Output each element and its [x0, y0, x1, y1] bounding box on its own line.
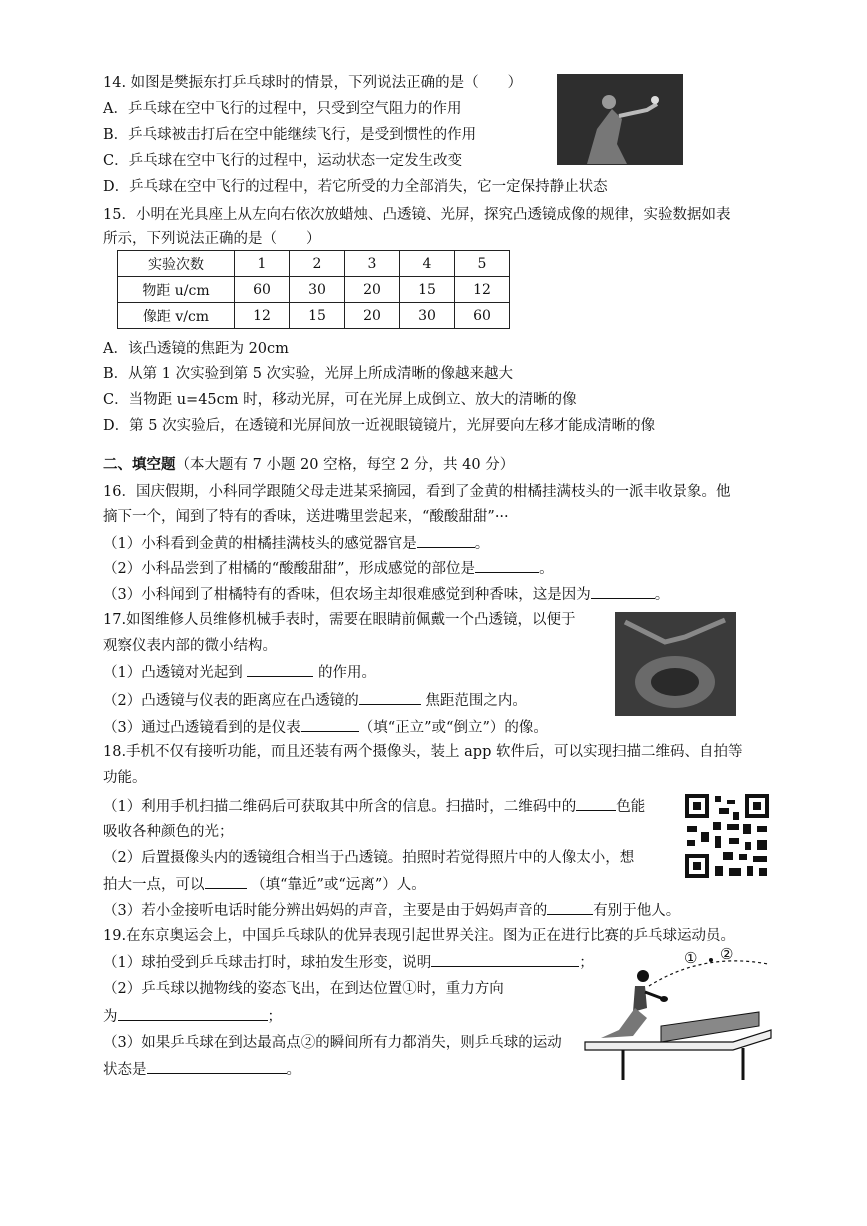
answer-blank[interactable]: [547, 900, 593, 915]
table-cell: 30: [290, 277, 345, 303]
table-cell: 2: [290, 251, 345, 277]
q19-part2-end: ；: [267, 1009, 282, 1025]
section-heading: [103, 455, 514, 475]
q19-part3-end: 。: [286, 1062, 301, 1078]
q14-option-c: C．乒乓球在空中飞行的过程中，运动状态一定发生改变: [103, 153, 463, 169]
q16-part3-text: （3）小科闻到了柑橘特有的香味，但农场主却很难感觉到种香味，这是因为: [103, 587, 591, 603]
table-header-row: [118, 251, 510, 277]
answer-blank[interactable]: [301, 717, 359, 732]
q17-part3-text: （3）通过凸透镜看到的是仪表: [103, 720, 301, 736]
table-cell: 15: [400, 277, 455, 303]
q18-part2: （2）后置摄像头内的透镜组合相当于凸透镜。拍照时若觉得照片中的人像太小，想: [103, 850, 635, 866]
table-cell: 像距 v/cm: [118, 303, 235, 329]
q14-stem: 14. 如图是樊振东打乒乓球时的情景，下列说法正确的是（ ）: [103, 75, 523, 91]
table-cell: 物距 u/cm: [118, 277, 235, 303]
q15-option-d: D．第 5 次实验后，在透镜和光屏间放一近视眼镜镜片，光屏要向左移才能成清晰的像: [103, 418, 656, 434]
q17-part1-text: （1）凸透镜对光起到: [103, 665, 243, 681]
table-cell: 3: [345, 251, 400, 277]
q18-part2-cont: [103, 874, 426, 895]
q17-part3: [103, 717, 548, 738]
q17-part3-end: （填“正立”或“倒立”）的像。: [358, 720, 548, 736]
table-cell: 12: [235, 303, 290, 329]
table-tennis-photo: [557, 74, 683, 165]
table-cell: 4: [400, 251, 455, 277]
q16-part1-end: 。: [474, 536, 490, 552]
q19-part3-text: 状态是: [103, 1062, 147, 1078]
table-cell: 20: [345, 303, 400, 329]
answer-blank[interactable]: [359, 690, 421, 705]
q15-option-c: C．当物距 u=45cm 时，移动光屏，可在光屏上成倒立、放大的清晰的像: [103, 392, 577, 408]
answer-blank[interactable]: [417, 533, 475, 548]
q18-part3-text: （3）若小金接听电话时能分辨出妈妈的声音，主要是由于妈妈声音的: [103, 903, 548, 919]
table-cell: 12: [455, 277, 510, 303]
table-cell: 15: [290, 303, 345, 329]
section-note: （本大题有 7 小题 20 空格，每空 2 分，共 40 分）: [175, 457, 515, 473]
q15-stem-line2: 所示，下列说法正确的是（ ）: [103, 231, 321, 247]
q14-option-b: B．乒乓球被击打后在空中能继续飞行，是受到惯性的作用: [103, 127, 477, 143]
q18-part1: [103, 796, 645, 817]
q16-stem-line2: 摘下一个，闻到了特有的香味，送进嘴里尝起来，“酸酸甜甜”···: [103, 509, 509, 525]
q18-part3: [103, 900, 680, 921]
figure-label-position2: ②: [720, 945, 734, 963]
q16-part3: [103, 584, 669, 605]
experiment-data-table: [117, 250, 510, 329]
answer-blank[interactable]: [118, 1006, 268, 1021]
q15-option-b: B．从第 1 次实验到第 5 次实验，光屏上所成清晰的像越来越大: [103, 366, 514, 382]
q17-stem-line2: 观察仪表内部的微小结构。: [103, 638, 277, 654]
table-cell: 实验次数: [118, 251, 235, 277]
q19-part2: （2）乒乓球以抛物线的姿态飞出，在到达位置①时，重力方向: [103, 981, 504, 997]
watch-repair-photo: [615, 612, 736, 716]
answer-blank[interactable]: [205, 874, 247, 889]
qr-code-image: [683, 792, 771, 880]
table-cell: 1: [235, 251, 290, 277]
answer-blank[interactable]: [147, 1059, 287, 1074]
section-title: 二、填空题: [103, 456, 176, 473]
answer-blank[interactable]: [431, 952, 579, 967]
q19-stem: 19.在东京奥运会上，中国乒乓球队的优异表现引起世界关注。图为正在进行比赛的乒乓球运动员。: [103, 928, 736, 944]
q19-part3-cont: [103, 1059, 301, 1080]
q17-part2-end: 焦距范围之内。: [425, 693, 527, 709]
q19-part2-cont: [103, 1006, 282, 1027]
q19-part3: （3）如果乒乓球在到达最高点②的瞬间所有力都消失，则乒乓球的运动: [103, 1035, 562, 1051]
q18-part2-end: （填“靠近”或“远离”）人。: [251, 877, 426, 893]
q18-part1-end: 色能: [616, 799, 646, 815]
q19-part1-end: ；: [579, 955, 594, 971]
table-cell: 60: [455, 303, 510, 329]
q17-part2-text: （2）凸透镜与仪表的距离应在凸透镜的: [103, 693, 359, 709]
q18-part1-text: （1）利用手机扫描二维码后可获取其中所含的信息。扫描时，二维码中的: [103, 799, 577, 815]
q16-stem-line1: 16．国庆假期，小科同学跟随父母走进某采摘园，看到了金黄的柑橘挂满枝头的一派丰收景象。他: [103, 484, 731, 500]
q15-option-a: A．该凸透镜的焦距为 20cm: [103, 341, 289, 357]
q17-stem-line1: 17.如图维修人员维修机械手表时，需要在眼睛前佩戴一个凸透镜，以便于: [103, 612, 576, 628]
q16-part2-end: 。: [539, 561, 554, 577]
q17-part1: [103, 662, 376, 683]
table-row: [118, 303, 510, 329]
answer-blank[interactable]: [247, 662, 313, 677]
table-tennis-figure: [583, 946, 773, 1086]
q18-part2-text: 拍大一点，可以: [103, 877, 205, 893]
q16-part2: [103, 558, 554, 579]
q14-option-d: D．乒乓球在空中飞行的过程中，若它所受的力全部消失，它一定保持静止状态: [103, 179, 608, 195]
q18-stem-line1: 18.手机不仅有接听功能，而且还装有两个摄像头，装上 app 软件后，可以实现扫描二维码、自拍等: [103, 744, 743, 760]
q16-part1: [103, 533, 489, 554]
table-row: [118, 277, 510, 303]
answer-blank[interactable]: [475, 558, 539, 573]
figure-label-position1: ①: [684, 949, 698, 967]
q17-part1-end: 的作用。: [317, 665, 376, 681]
table-cell: 20: [345, 277, 400, 303]
q14-option-a: A．乒乓球在空中飞行的过程中，只受到空气阻力的作用: [103, 101, 462, 117]
q19-part1-text: （1）球拍受到乒乓球击打时，球拍发生形变，说明: [103, 955, 432, 971]
table-cell: 5: [455, 251, 510, 277]
q19-part2-text: 为: [103, 1009, 118, 1025]
q16-part3-end: 。: [654, 587, 670, 603]
q19-part1: [103, 952, 594, 973]
answer-blank[interactable]: [591, 584, 655, 599]
q15-stem-line1: 15．小明在光具座上从左向右依次放蜡烛、凸透镜、光屏，探究凸透镜成像的规律，实验数据如表: [103, 207, 731, 223]
answer-blank[interactable]: [576, 796, 616, 811]
q16-part2-text: （2）小科品尝到了柑橘的“酸酸甜甜”，形成感觉的部位是: [103, 561, 476, 577]
q17-part2: [103, 690, 527, 711]
q16-part1-text: （1）小科看到金黄的柑橘挂满枝头的感觉器官是: [103, 536, 417, 552]
table-cell: 60: [235, 277, 290, 303]
q18-stem-line2: 功能。: [103, 770, 147, 786]
table-cell: 30: [400, 303, 455, 329]
q18-part1-cont: 吸收各种颜色的光；: [103, 824, 234, 840]
q18-part3-end: 有别于他人。: [593, 903, 681, 919]
